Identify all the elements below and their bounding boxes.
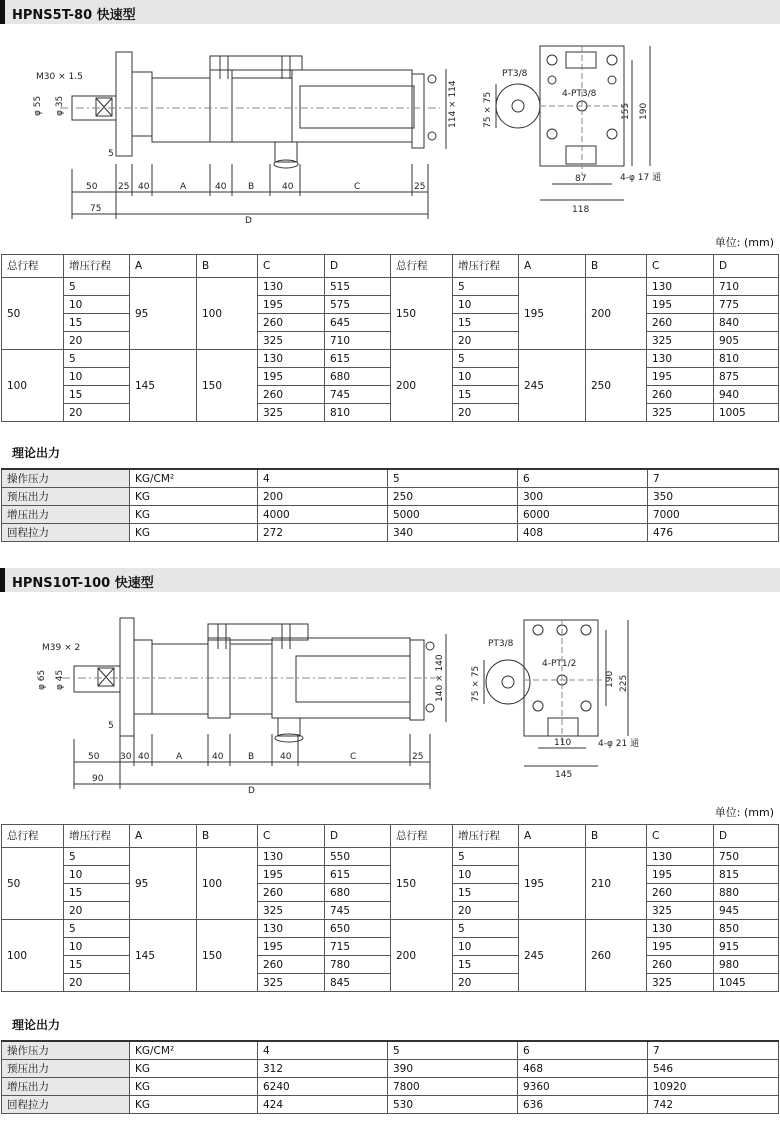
cell: 10 — [64, 296, 130, 314]
col-header: A — [519, 255, 586, 278]
cell: 260 — [647, 386, 714, 404]
cell: 50 — [2, 848, 64, 920]
cell: 10 — [64, 938, 130, 956]
cell: KG — [130, 506, 258, 524]
cell: 预压出力 — [2, 1060, 130, 1078]
cell: 745 — [325, 386, 391, 404]
cell: 636 — [518, 1096, 648, 1114]
cell: 915 — [714, 938, 779, 956]
dim-label: 25 — [118, 182, 130, 192]
dim-label: 40 — [212, 752, 224, 762]
cell: 905 — [714, 332, 779, 350]
square-label: 75 × 75 — [471, 665, 481, 702]
force-table — [1, 1040, 779, 1114]
table-row — [2, 920, 779, 938]
cell: 200 — [258, 488, 388, 506]
cell: 10 — [453, 938, 519, 956]
cell: 6 — [518, 1041, 648, 1060]
h2-label: 225 — [619, 674, 629, 692]
cell: 530 — [388, 1096, 518, 1114]
table-row — [2, 386, 779, 404]
cell: 325 — [258, 974, 325, 992]
cell: 940 — [714, 386, 779, 404]
cell: 260 — [647, 956, 714, 974]
cell: 20 — [453, 974, 519, 992]
cell: 515 — [325, 278, 391, 296]
cell: 50 — [2, 278, 64, 350]
cell: 15 — [64, 386, 130, 404]
cell: 130 — [258, 350, 325, 368]
square-label: 75 × 75 — [483, 91, 493, 128]
cell: 260 — [647, 884, 714, 902]
cell: 260 — [258, 386, 325, 404]
cell: 945 — [714, 902, 779, 920]
dim-label: 40 — [215, 182, 227, 192]
dim-75-label: 75 — [90, 204, 102, 214]
cell: 10 — [64, 368, 130, 386]
cell: 20 — [64, 404, 130, 422]
cell: 880 — [714, 884, 779, 902]
cell: 130 — [647, 920, 714, 938]
cell: 15 — [453, 314, 519, 332]
table-row — [2, 956, 779, 974]
dim-d-label: D — [245, 216, 252, 226]
side-dim-label: 140 × 140 — [435, 654, 445, 702]
cell: 20 — [64, 902, 130, 920]
cell: 130 — [647, 350, 714, 368]
w2-label: 145 — [555, 770, 573, 780]
cell: 780 — [325, 956, 391, 974]
cell: 6 — [518, 469, 648, 488]
col-header: A — [130, 255, 197, 278]
force-row — [2, 1060, 779, 1078]
holes-label: 4-φ 17 通 — [620, 173, 662, 183]
cell: 200 — [586, 278, 647, 350]
cell: 7800 — [388, 1078, 518, 1096]
force-row — [2, 506, 779, 524]
unit-label: 单位: (mm) — [714, 806, 774, 819]
cell: 15 — [453, 884, 519, 902]
cell: 回程拉力 — [2, 1096, 130, 1114]
table-row — [2, 368, 779, 386]
cell: 710 — [714, 278, 779, 296]
cell: 210 — [586, 848, 647, 920]
cell: 195 — [258, 368, 325, 386]
dim-label: A — [180, 182, 187, 192]
cell: 15 — [453, 956, 519, 974]
force-row — [2, 1096, 779, 1114]
section-title: HPNS10T-100 快速型 — [12, 576, 154, 591]
col-header: 增压行程 — [64, 825, 130, 848]
cell: 575 — [325, 296, 391, 314]
cell: 390 — [388, 1060, 518, 1078]
cell: 回程拉力 — [2, 524, 130, 542]
cell: 130 — [258, 278, 325, 296]
cell: 195 — [519, 278, 586, 350]
cell: 5 — [64, 920, 130, 938]
cell: 15 — [453, 386, 519, 404]
dia-inner-label: φ 35 — [55, 95, 65, 116]
cell: 615 — [325, 866, 391, 884]
dim-5-label: 5 — [108, 721, 114, 731]
dim-d-label: D — [248, 786, 255, 796]
cell: 195 — [647, 368, 714, 386]
dim-label: 40 — [138, 182, 150, 192]
table-row — [2, 884, 779, 902]
col-header: B — [586, 255, 647, 278]
cell: 增压出力 — [2, 1078, 130, 1096]
dim-label: C — [354, 182, 361, 192]
cell: 7000 — [648, 506, 779, 524]
table-row — [2, 848, 779, 866]
side-dim-label: 114 × 114 — [448, 80, 458, 128]
table-row — [2, 332, 779, 350]
cell: 130 — [258, 848, 325, 866]
cell: 200 — [391, 350, 453, 422]
table-row — [2, 938, 779, 956]
cell: 875 — [714, 368, 779, 386]
cell: 750 — [714, 848, 779, 866]
cell: 195 — [519, 848, 586, 920]
dim-label: 30 — [120, 752, 132, 762]
col-header: D — [714, 255, 779, 278]
cell: 100 — [197, 848, 258, 920]
cell: 546 — [648, 1060, 779, 1078]
cell: 476 — [648, 524, 779, 542]
force-row — [2, 1078, 779, 1096]
cell: 195 — [647, 296, 714, 314]
col-header: 总行程 — [2, 255, 64, 278]
cell: 272 — [258, 524, 388, 542]
table-header-row — [2, 255, 779, 278]
cell: 195 — [258, 938, 325, 956]
cell: 5 — [64, 848, 130, 866]
h1-label: 155 — [621, 102, 631, 120]
table-header-row — [2, 825, 779, 848]
dim-label: B — [248, 752, 255, 762]
cell: 250 — [388, 488, 518, 506]
col-header: 增压行程 — [453, 255, 519, 278]
cell: 145 — [130, 920, 197, 992]
cell: 5 — [453, 848, 519, 866]
cell: 325 — [258, 902, 325, 920]
table-row — [2, 278, 779, 296]
table-row — [2, 974, 779, 992]
cell: 操作压力 — [2, 1041, 130, 1060]
h2-label: 190 — [639, 102, 649, 120]
cell: 260 — [258, 314, 325, 332]
dim-5-label: 5 — [108, 149, 114, 159]
cell: KG/CM² — [130, 469, 258, 488]
cell: 130 — [258, 920, 325, 938]
technical-drawing — [0, 24, 780, 234]
col-header: D — [714, 825, 779, 848]
dia-outer-label: φ 55 — [33, 95, 43, 116]
cell: 150 — [197, 350, 258, 422]
dim-label: 40 — [282, 182, 294, 192]
spec-table — [1, 824, 779, 992]
cell: 340 — [388, 524, 518, 542]
dim-90-label: 90 — [92, 774, 104, 784]
cell: 680 — [325, 884, 391, 902]
cell: KG — [130, 1060, 258, 1078]
cell: 5 — [453, 350, 519, 368]
cell: 150 — [197, 920, 258, 992]
dim-label: 50 — [88, 752, 100, 762]
cell: 10920 — [648, 1078, 779, 1096]
cell: 810 — [325, 404, 391, 422]
cell: 6240 — [258, 1078, 388, 1096]
dia-inner-label: φ 45 — [55, 669, 65, 690]
cell: 9360 — [518, 1078, 648, 1096]
col-header: B — [197, 255, 258, 278]
cell: 100 — [2, 350, 64, 422]
cell: 20 — [453, 902, 519, 920]
cell: 980 — [714, 956, 779, 974]
cell: 325 — [258, 404, 325, 422]
spec-table — [1, 254, 779, 422]
cell: 4 — [258, 469, 388, 488]
cell: 1045 — [714, 974, 779, 992]
col-header: 总行程 — [391, 255, 453, 278]
cell: 850 — [714, 920, 779, 938]
cell: 250 — [586, 350, 647, 422]
cell: 845 — [325, 974, 391, 992]
port-label: PT3/8 — [502, 69, 528, 79]
w1-label: 87 — [575, 174, 587, 184]
technical-drawing — [0, 594, 780, 804]
col-header: A — [130, 825, 197, 848]
cell: 195 — [647, 938, 714, 956]
cell: 5 — [388, 469, 518, 488]
cell: 100 — [197, 278, 258, 350]
cell: KG — [130, 488, 258, 506]
force-table — [1, 468, 779, 542]
cell: 775 — [714, 296, 779, 314]
cell: 15 — [64, 884, 130, 902]
cell: 增压出力 — [2, 506, 130, 524]
cell: 150 — [391, 848, 453, 920]
cell: 10 — [453, 296, 519, 314]
section-header — [0, 568, 780, 592]
cell: 操作压力 — [2, 469, 130, 488]
cell: 7 — [648, 1041, 779, 1060]
cell: 300 — [518, 488, 648, 506]
cell: 260 — [258, 956, 325, 974]
cell: 5 — [453, 920, 519, 938]
cell: KG — [130, 1096, 258, 1114]
cell: 5 — [453, 278, 519, 296]
cell: 150 — [391, 278, 453, 350]
w2-label: 118 — [572, 205, 590, 215]
cell: 195 — [258, 296, 325, 314]
dim-label: A — [176, 752, 183, 762]
cell: 200 — [391, 920, 453, 992]
section-title: HPNS5T-80 快速型 — [12, 8, 136, 23]
col-header: D — [325, 255, 391, 278]
col-header: C — [647, 825, 714, 848]
col-header: 总行程 — [391, 825, 453, 848]
col-header: C — [258, 825, 325, 848]
cell: 312 — [258, 1060, 388, 1078]
cell: 10 — [64, 866, 130, 884]
cell: 15 — [64, 314, 130, 332]
cell: 325 — [258, 332, 325, 350]
cell: 130 — [647, 278, 714, 296]
cell: 325 — [647, 974, 714, 992]
cell: 130 — [647, 848, 714, 866]
cell: 195 — [647, 866, 714, 884]
cell: 468 — [518, 1060, 648, 1078]
col-header: C — [258, 255, 325, 278]
port2-label: 4-PT3/8 — [562, 89, 597, 99]
cell: 815 — [714, 866, 779, 884]
section-header — [0, 0, 780, 24]
cell: 715 — [325, 938, 391, 956]
col-header: 增压行程 — [453, 825, 519, 848]
cell: 745 — [325, 902, 391, 920]
cell: 100 — [2, 920, 64, 992]
cell: 5 — [64, 350, 130, 368]
cell: 10 — [453, 368, 519, 386]
cell: 4000 — [258, 506, 388, 524]
col-header: 总行程 — [2, 825, 64, 848]
cell: 245 — [519, 920, 586, 992]
table-row — [2, 314, 779, 332]
port2-label: 4-PT1/2 — [542, 659, 577, 669]
col-header: C — [647, 255, 714, 278]
cell: 5000 — [388, 506, 518, 524]
h1-label: 190 — [605, 670, 615, 688]
cell: 20 — [64, 332, 130, 350]
cell: 1005 — [714, 404, 779, 422]
cell: 20 — [453, 404, 519, 422]
dim-label: 40 — [280, 752, 292, 762]
dim-label: 40 — [138, 752, 150, 762]
force-row — [2, 524, 779, 542]
col-header: B — [586, 825, 647, 848]
cell: 5 — [388, 1041, 518, 1060]
cell: 325 — [647, 332, 714, 350]
table-row — [2, 866, 779, 884]
table-row — [2, 296, 779, 314]
cell: 145 — [130, 350, 197, 422]
table-row — [2, 404, 779, 422]
cell: 245 — [519, 350, 586, 422]
thread-label: M30 × 1.5 — [36, 72, 83, 82]
force-row — [2, 469, 779, 488]
force-row — [2, 488, 779, 506]
cell: 7 — [648, 469, 779, 488]
force-title: 理论出力 — [12, 1018, 61, 1032]
cell: KG/CM² — [130, 1041, 258, 1060]
cell: 5 — [64, 278, 130, 296]
cell: KG — [130, 1078, 258, 1096]
cell: 424 — [258, 1096, 388, 1114]
holes-label: 4-φ 21 通 — [598, 739, 640, 749]
cell: 260 — [647, 314, 714, 332]
cell: KG — [130, 524, 258, 542]
force-row — [2, 1041, 779, 1060]
cell: 95 — [130, 848, 197, 920]
w1-label: 110 — [554, 738, 572, 748]
cell: 350 — [648, 488, 779, 506]
cell: 650 — [325, 920, 391, 938]
dia-outer-label: φ 65 — [37, 669, 47, 690]
cell: 6000 — [518, 506, 648, 524]
force-title: 理论出力 — [12, 446, 61, 460]
col-header: A — [519, 825, 586, 848]
cell: 10 — [453, 866, 519, 884]
table-row — [2, 350, 779, 368]
col-header: 增压行程 — [64, 255, 130, 278]
cell: 95 — [130, 278, 197, 350]
cell: 20 — [64, 974, 130, 992]
cell: 260 — [258, 884, 325, 902]
cell: 325 — [647, 404, 714, 422]
cell: 195 — [258, 866, 325, 884]
cell: 325 — [647, 902, 714, 920]
cell: 260 — [586, 920, 647, 992]
cell: 20 — [453, 332, 519, 350]
port-label: PT3/8 — [488, 639, 514, 649]
cell: 645 — [325, 314, 391, 332]
dim-label: 25 — [412, 752, 424, 762]
cell: 810 — [714, 350, 779, 368]
dim-label: C — [350, 752, 357, 762]
dim-label: B — [248, 182, 255, 192]
cell: 408 — [518, 524, 648, 542]
unit-label: 单位: (mm) — [714, 236, 774, 249]
cell: 742 — [648, 1096, 779, 1114]
cell: 550 — [325, 848, 391, 866]
dim-label: 50 — [86, 182, 98, 192]
col-header: D — [325, 825, 391, 848]
cell: 840 — [714, 314, 779, 332]
cell: 680 — [325, 368, 391, 386]
cell: 710 — [325, 332, 391, 350]
table-row — [2, 902, 779, 920]
cell: 615 — [325, 350, 391, 368]
col-header: B — [197, 825, 258, 848]
dim-label: 25 — [414, 182, 426, 192]
thread-label: M39 × 2 — [42, 643, 81, 653]
cell: 预压出力 — [2, 488, 130, 506]
cell: 4 — [258, 1041, 388, 1060]
cell: 15 — [64, 956, 130, 974]
